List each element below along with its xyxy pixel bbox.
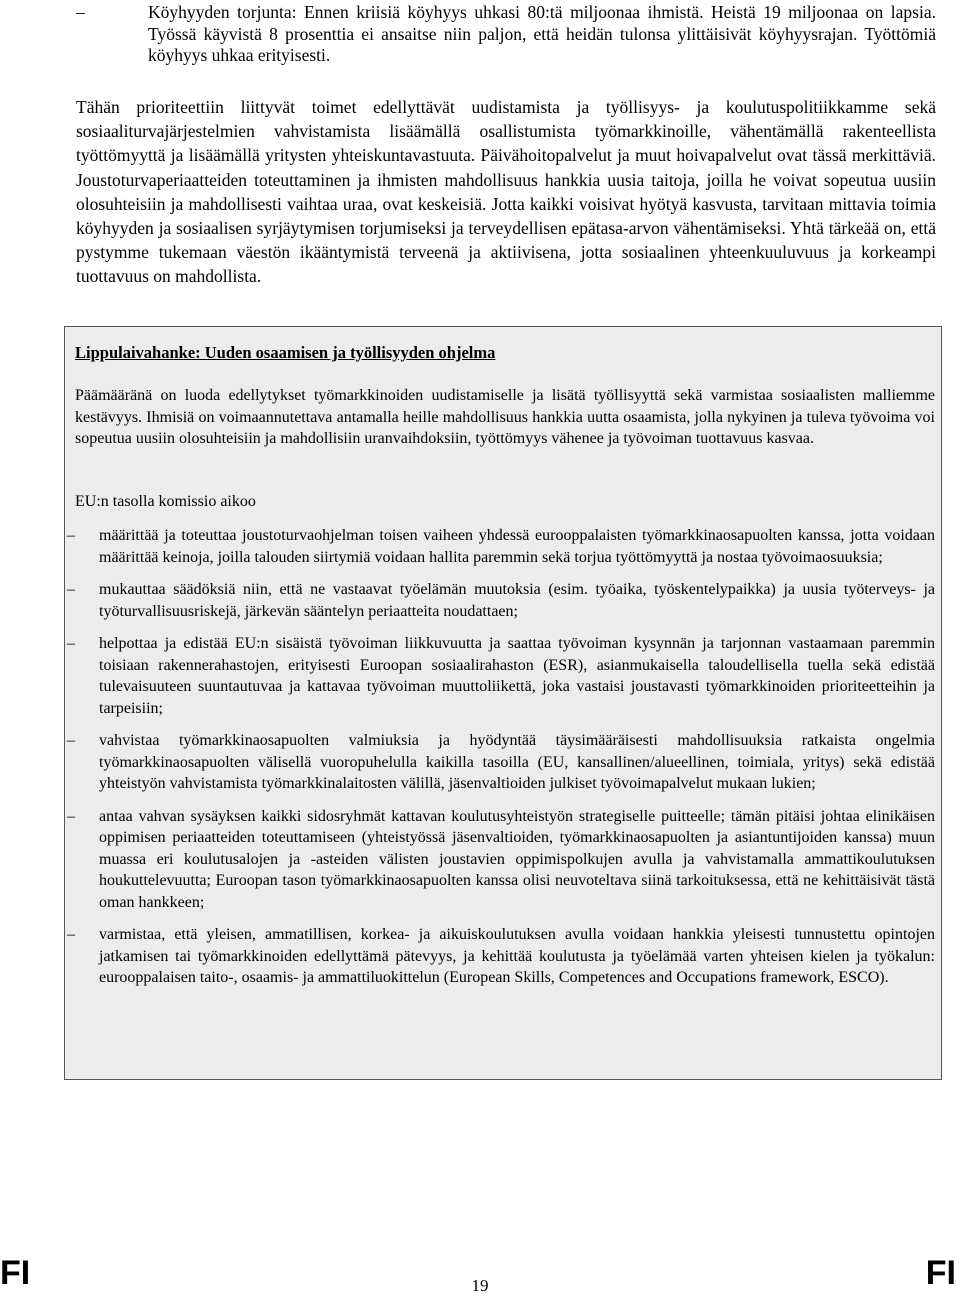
- language-code-left: FI: [0, 1254, 31, 1292]
- flagship-goal-paragraph: Päämääränä on luoda edellytykset työmarkkinoiden uudistamiselle ja lisätä työllisyyttä sekä varmistaa sosiaalisten malliemme kestävyys. Ihmisiä on voimaannutettava antamalla heille mahdollisuus hankkia uutta osaamista, jolla nykyinen ja tuleva työvoima voi sopeutua uusiin olosuhteisiin ja mahdollisiin uranvaihdoksiin, työttömyys vähenee ja työvoiman tuottavuus kasvaa.: [75, 387, 935, 447]
- page-number: 19: [471, 1276, 489, 1295]
- poverty-list-item: Köyhyyden torjunta: Ennen kriisiä köyhyys uhkasi 80:tä miljoonaa ihmistä. Heistä 19 miljoonaa on lapsia. Työssä käyvistä 8 prosenttia ei ansaitse niin paljon, että heidän tulonsa ylittäisivät köyhyysrajan. Työttömiä köyhyys uhkaa erityisesti.: [148, 2, 936, 65]
- list-dash: –: [76, 2, 85, 22]
- main-paragraph: Tähän prioriteettiin liittyvät toimet edellyttävät uudistamista ja työllisyys- ja koulutuspolitiikkamme sekä sosiaaliturvajärjestelmien vahvistamista lisäämällä osallistumista työmarkkinoille, vähentämällä rakenteellista työttömyyttä ja lisäämällä yritysten yhteiskuntavastuuta. Päivähoitopalvelut ja muut hoivapalvelut ovat tässä merkittäviä. Joustoturvaperiaatteiden toteuttaminen ja ihmisten mahdollisuus hankkia uusia taitoja, joilla he voivat sopeutua uusiin olosuhteisiin ja mahdollisesti vaihtaa uraa, ovat keskeisiä. Jotta kaikki voisivat hyötyä kasvusta, tarvitaan mittavia toimia köyhyyden ja sosiaalisen syrjäytymisen torjumiseksi ja terveydellisen epätasa-arvon vähentämiseksi. Yhtä tärkeää on, että pystymme tukemaan väestön ikääntymistä terveenä ja aktiivisena, jotta sosiaalinen yhteenkuuluvuus ja korkeampi tuottavuus on mahdollista.: [76, 97, 936, 287]
- flagship-title: Lippulaivahanke: Uuden osaamisen ja työllisyyden ohjelma: [75, 343, 496, 362]
- flagship-initiative-box: [64, 326, 942, 1080]
- list-item: – määrittää ja toteuttaa joustoturvaohjelman toisen vaiheen yhdessä eurooppalaisten työmarkkinaosapuolten kanssa, jotta voidaan määrittää keinoja, joilla talouden siirtymiä voidaan hallita paremmin sekä torjua työttömyyttä ja nostaa työvoimaosuuksia;: [67, 527, 935, 566]
- list-item: – antaa vahvan sysäyksen kaikki sidosryhmät kattavan koulutusyhteistyön strategiselle puitteelle; tämän pitäisi johtaa elinikäisen oppimisen periaatteiden toteuttamiseen (yhteistyössä jäsenvaltioiden, työmarkkinaosapuolten ja asiantuntijoiden kanssa) muun muassa eri koulutusalojen ja -asteiden välisten joustavien oppimispolkujen avulla ja vahvistamalla ammattikoulutuksen houkuttelevuutta; Euroopan tason työmarkkinaosapuolten kanssa olisi neuvoteltava siinä tarkoituksessa, että ne kehittäisivät tästä oman hankkeen;: [67, 807, 935, 911]
- language-code-right: FI: [925, 1254, 956, 1292]
- list-item: – vahvistaa työmarkkinaosapuolten valmiuksia ja hyödyntää täysimääräisesti mahdollisuuksia ratkaista ongelmia työmarkkinaosapuolten välisellä vuoropuhelulla kaikilla tasoilla (EU, kansallinen/alueellinen, toimiala, yritys) sekä edistää yhteistyön vahvistamista työmarkkinalaitosten välillä, jäsenvaltioiden julkiset työvoimapalvelut mukaan lukien;: [67, 732, 935, 792]
- flagship-bullet-list: [67, 525, 935, 1000]
- flagship-subhead: EU:n tasolla komissio aikoo: [75, 493, 256, 510]
- list-item: – helpottaa ja edistää EU:n sisäistä työvoiman liikkuvuutta ja saattaa työvoiman kysynnän ja tarjonnan vastaamaan paremmin toisiaan rakennerahastojen, erityisesti Euroopan sosiaalirahaston (ESR), asianmukaisella taloudellisella tuella sekä edistää tulevaisuuteen suuntautuvaa ja kattavaa työvoiman muuttoliikettä, joka vastaisi joustavasti työmarkkinoiden prioriteetteihin ja tarpeisiin;: [67, 635, 935, 717]
- list-item: – varmistaa, että yleisen, ammatillisen, korkea- ja aikuiskoulutuksen avulla voidaan hankkia yleisesti tunnustettu opintojen jatkamisen tai työmarkkinoiden edellyttämä pätevyys, ja kehittää koulutusta ja työelämää varten yhteisen kielen ja työkalun: eurooppalaisen taito-, osaamis- ja ammattiluokittelun (European Skills, Competences and Occupations framework, ESCO).: [67, 926, 935, 986]
- list-item: – mukauttaa säädöksiä niin, että ne vastaavat työelämän muutoksia (esim. työaika, työskentelypaikka) ja uusia työterveys- ja työturvallisuusriskejä, järkevän sääntelyn periaatteita noudattaen;: [67, 581, 935, 620]
